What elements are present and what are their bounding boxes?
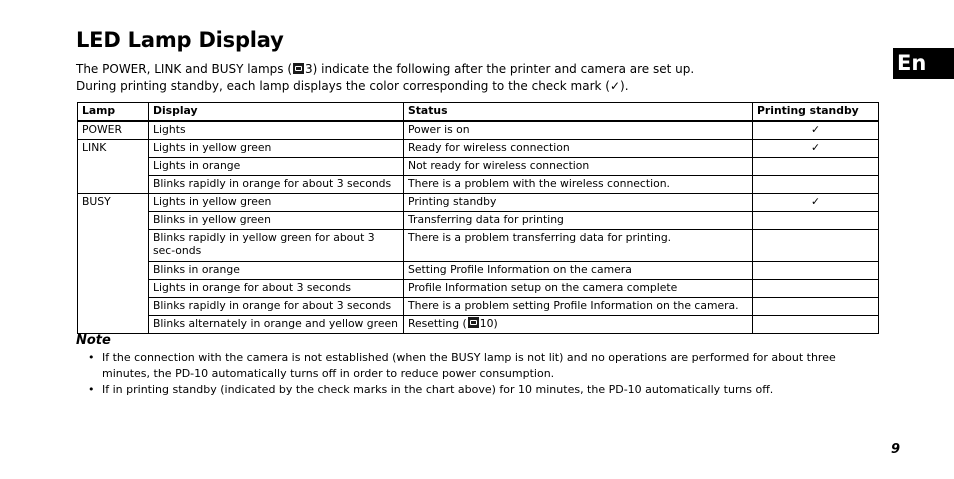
led-lamp-table <box>77 102 879 334</box>
display-cell: Lights <box>149 121 404 140</box>
lamp-cell: POWER <box>78 121 149 140</box>
intro-line-2: During printing standby, each lamp displays the color corresponding to the check mark (✓). <box>76 79 629 93</box>
status-cell: Power is on <box>404 121 753 140</box>
lamp-cell: BUSY <box>78 194 149 334</box>
standby-cell <box>753 230 879 262</box>
table-row <box>78 280 879 298</box>
table-row <box>78 140 879 158</box>
table-row <box>78 176 879 194</box>
display-cell: Blinks rapidly in orange for about 3 seconds <box>149 298 404 316</box>
header-printing-standby: Printing standby <box>753 103 879 122</box>
display-cell: Lights in orange <box>149 158 404 176</box>
status-text: ) <box>493 317 498 330</box>
bullet-icon: • <box>88 351 95 364</box>
display-cell: Lights in yellow green <box>149 140 404 158</box>
intro-reference-page: 3 <box>305 62 313 76</box>
standby-cell <box>753 262 879 280</box>
display-cell: Blinks in yellow green <box>149 212 404 230</box>
table-row <box>78 158 879 176</box>
list-item <box>76 382 886 398</box>
page-title: LED Lamp Display <box>76 28 284 52</box>
status-cell: Profile Information setup on the camera complete <box>404 280 753 298</box>
lamp-cell: LINK <box>78 140 149 194</box>
table-row <box>78 298 879 316</box>
standby-cell <box>753 158 879 176</box>
standby-cell <box>753 176 879 194</box>
display-cell: Lights in yellow green <box>149 194 404 212</box>
status-cell: There is a problem setting Profile Information on the camera. <box>404 298 753 316</box>
check-mark-icon: ✓ <box>753 140 879 158</box>
status-cell: There is a problem transferring data for printing. <box>404 230 753 262</box>
status-text: Resetting ( <box>408 317 467 330</box>
status-cell: Setting Profile Information on the camera <box>404 262 753 280</box>
intro-line-1 <box>76 61 876 78</box>
status-cell: There is a problem with the wireless connection. <box>404 176 753 194</box>
bullet-icon: • <box>88 383 95 396</box>
status-cell <box>404 316 753 334</box>
check-mark-icon: ✓ <box>753 194 879 212</box>
standby-cell <box>753 298 879 316</box>
reference-icon <box>468 317 479 328</box>
header-display: Display <box>149 103 404 122</box>
table-header-row <box>78 103 879 122</box>
status-cell: Printing standby <box>404 194 753 212</box>
display-cell: Blinks rapidly in yellow green for about 3 sec-onds <box>149 230 404 262</box>
language-badge: En <box>893 48 954 79</box>
page-number: 9 <box>891 442 901 457</box>
display-cell: Blinks rapidly in orange for about 3 seconds <box>149 176 404 194</box>
note-list <box>76 350 886 398</box>
intro-text: ) indicate the following after the printer and camera are set up. <box>312 62 695 76</box>
status-cell: Transferring data for printing <box>404 212 753 230</box>
standby-cell <box>753 280 879 298</box>
table-row <box>78 194 879 212</box>
standby-cell <box>753 212 879 230</box>
list-item <box>76 350 886 382</box>
check-mark-icon: ✓ <box>753 121 879 140</box>
note-text: If the connection with the camera is not established (when the BUSY lamp is not lit) and no operations are performed for about three minutes, the PD-10 automatically turns off in order to reduce power consumption. <box>102 351 836 380</box>
table-row <box>78 212 879 230</box>
display-cell: Blinks in orange <box>149 262 404 280</box>
intro-text: The POWER, LINK and BUSY lamps ( <box>76 62 293 76</box>
table-row <box>78 316 879 334</box>
status-reference-page: 10 <box>479 317 494 330</box>
standby-cell <box>753 316 879 334</box>
table-row <box>78 262 879 280</box>
status-cell: Ready for wireless connection <box>404 140 753 158</box>
display-cell: Blinks alternately in orange and yellow green <box>149 316 404 334</box>
note-heading: Note <box>76 333 111 348</box>
table-row <box>78 121 879 140</box>
display-cell: Lights in orange for about 3 seconds <box>149 280 404 298</box>
reference-icon <box>293 63 304 74</box>
note-text: If in printing standby (indicated by the check marks in the chart above) for 10 minutes, the PD-10 automatically turns off. <box>102 383 774 396</box>
header-lamp: Lamp <box>78 103 149 122</box>
status-cell: Not ready for wireless connection <box>404 158 753 176</box>
header-status: Status <box>404 103 753 122</box>
intro-paragraph <box>76 61 876 95</box>
table-row <box>78 230 879 262</box>
